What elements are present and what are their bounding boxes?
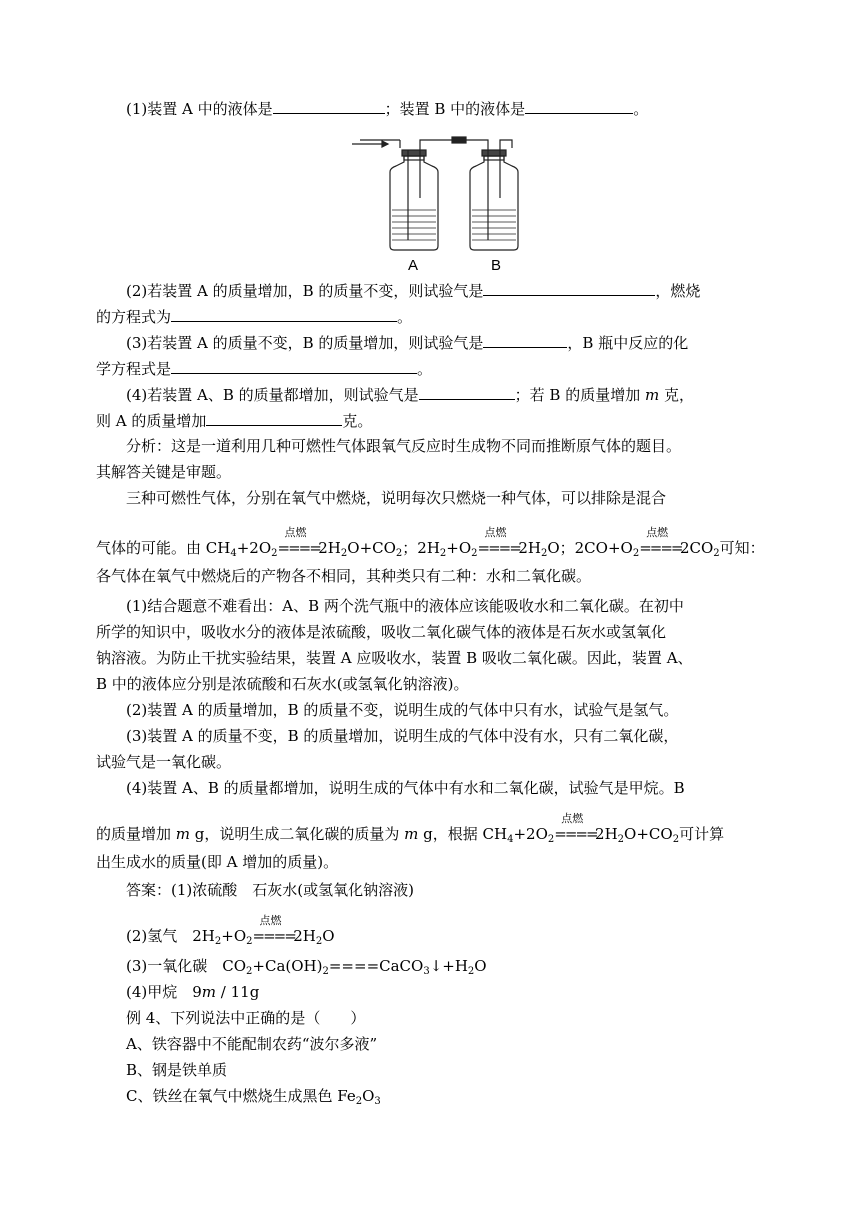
example-4-option-b: B、钢是铁单质 [126, 1061, 228, 1079]
example-4-option-c: C、铁丝在氧气中燃烧生成黑色 $Fe_2O_3$ [126, 1087, 381, 1107]
analysis-p2-line-1: 三种可燃性气体，分别在氧气中燃烧，说明每次只燃烧一种气体，可以排除是混合 [126, 489, 667, 507]
question-4-line-1: (4)若装置 A、B 的质量都增加，则试验气是 ；若 B 的质量增加 m 克， [126, 386, 694, 404]
analysis-p3-line-3: 钠溶液。为防止干扰实验结果，装置 A 应吸收水，装置 B 吸收二氧化碳。因此，装置 A、 [96, 649, 693, 667]
answer-line-3: (3)一氧化碳 $CO_2+Ca(OH)_2====CaCO_3↓+H_2O$ [126, 957, 487, 977]
analysis-p1-line-2: 其解答关键是审题。 [96, 463, 232, 481]
question-4-line-2: 则 A 的质量增加 克。 [96, 412, 373, 430]
question-3-line-1: (3)若装置 A 的质量不变，B 的质量增加，则试验气是 ，B 瓶中反应的化 [126, 334, 689, 352]
question-2-line-1: (2)若装置 A 的质量增加，B 的质量不变，则试验气是 ，燃烧 [126, 282, 701, 300]
question-2-line-2: 的方程式为 。 [96, 308, 413, 326]
example-4-question: 例 4、下列说法中正确的是（ ） [126, 1009, 366, 1027]
question-3-line-2: 学方程式是 。 [96, 360, 433, 378]
analysis-p6-line-1: (4)装置 A、B 的质量都增加，说明生成的气体中有水和二氧化碳，试验气是甲烷。B [126, 779, 685, 797]
analysis-p1-line-1: 分析：这是一道利用几种可燃性气体跟氧气反应时生成物不同而推断原气体的题目。 [126, 437, 682, 455]
answer-line-2: (2)氢气 $2H_2+O_2$ 点燃 ==== $2H_2O$ [126, 914, 335, 947]
wash-bottle-apparatus-figure [350, 128, 530, 274]
analysis-p3-line-4: B 中的液体应分别是浓硫酸和石灰水(或氢氧化钠溶液)。 [96, 675, 469, 693]
label-b: B [491, 257, 502, 274]
analysis-p6-line-2: 的质量增加 m g，说明生成二氧化碳的质量为 m g，根据 $CH_4+2O_2$ 点燃 ==== $2H_2O+CO_2$可计算 [96, 812, 725, 845]
example-4-option-a: A、铁容器中不能配制农药“波尔多液” [126, 1035, 378, 1053]
analysis-p5-line-1: (3)装置 A 的质量不变，B 的质量增加，说明生成的气体中没有水，只有二氧化碳， [126, 727, 679, 745]
combustion-equations-line: 气体的可能。由 $CH_4+2O_2$ 点燃 ==== $2H_2O+CO_2$；$2H_2+O_2$ 点燃 ==== $2H_2O$；$2CO+O_2$ 点燃 ==== $2CO_2$可知： [96, 526, 765, 559]
label-a: A [408, 257, 419, 274]
analysis-p4: (2)装置 A 的质量增加，B 的质量不变，说明生成的气体中只有水，试验气是氢气。 [126, 701, 679, 719]
answer-line-4: (4)甲烷 9m / 11g [126, 983, 260, 1001]
analysis-p3-line-1: (1)结合题意不难看出：A、B 两个洗气瓶中的液体应该能吸收水和二氧化碳。在初中 [126, 597, 684, 615]
answer-line-1: 答案：(1)浓硫酸 石灰水(或氢氧化钠溶液) [126, 881, 414, 899]
question-1: (1)装置 A 中的液体是 ；装置 B 中的液体是 。 [126, 100, 649, 118]
analysis-p3-line-2: 所学的知识中，吸收水分的液体是浓硫酸，吸收二氧化碳气体的液体是石灰水或氢氧化 [96, 623, 667, 641]
analysis-p5-line-2: 试验气是一氧化碳。 [96, 753, 232, 771]
analysis-p6-line-3: 出生成水的质量(即 A 增加的质量)。 [96, 853, 339, 871]
analysis-p2-line-3: 各气体在氧气中燃烧后的产物各不相同，其种类只有二种：水和二氧化碳。 [96, 567, 592, 585]
